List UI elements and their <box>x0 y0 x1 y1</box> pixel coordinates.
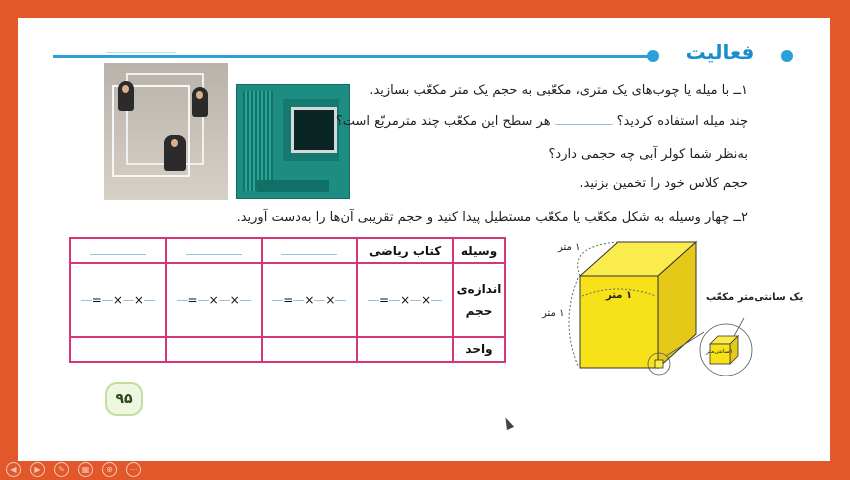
unit-cell[interactable] <box>70 337 166 362</box>
formula-cell[interactable]: = × × <box>70 263 166 336</box>
zoom-icon[interactable]: ⊕ <box>102 462 117 477</box>
row-label-size <box>453 263 505 336</box>
header-line <box>53 55 653 58</box>
formula-cell[interactable]: = × × <box>262 263 358 336</box>
activity1-line1: ۱ــ با میله یا چوب‌های یک متری، مکعّبی به حجم یک متر مکعّب بسازید. <box>369 83 748 98</box>
play-icon[interactable]: ▶ <box>30 462 45 477</box>
formula-cell[interactable]: = × × <box>166 263 262 336</box>
header-dot-left <box>647 50 659 62</box>
unit-cell[interactable] <box>166 337 262 362</box>
activity1-line2-b: هر سطح این مکعّب چند مترمربّع است؟ <box>335 114 551 129</box>
object-cell[interactable] <box>70 238 166 263</box>
header-dot-right <box>781 50 793 62</box>
table-row <box>70 263 505 336</box>
first-object-cell: کتاب ریاضی <box>357 238 453 263</box>
activity1-line2 <box>336 114 748 129</box>
table-row <box>70 337 505 362</box>
unit-cell[interactable] <box>262 337 358 362</box>
small-cube-label: یک سانتی‌متر مکعّب <box>706 292 804 303</box>
page-number: ۹۵ <box>105 382 143 416</box>
row-label-size-1: اندازه‌ی <box>456 281 502 296</box>
row-label-object: وسیله <box>453 238 505 263</box>
table-row <box>70 238 505 263</box>
unit-cell[interactable] <box>357 337 453 362</box>
water-cooler-image <box>236 84 350 199</box>
row-label-unit: واحد <box>453 337 505 362</box>
answer-blank <box>555 124 613 125</box>
grid-icon[interactable]: ▦ <box>78 462 93 477</box>
cube-face-label: ۱ متر <box>606 290 633 301</box>
row-label-size-2: حجم <box>465 303 493 318</box>
cube-top-label: ۱ متر <box>558 242 581 253</box>
more-icon[interactable]: ⋯ <box>126 462 141 477</box>
activity1-line3: به‌نظر شما کولر آبی چه حجمی دارد؟ <box>548 147 748 162</box>
students-cube-photo <box>104 63 228 200</box>
activity-title: فعالیت <box>685 40 755 64</box>
back-icon[interactable]: ◀ <box>6 462 21 477</box>
activity2-line1: ۲ــ چهار وسیله به شکل مکعّب یا مکعّب مستطیل پیدا کنید و حجم تقریبی آن‌ها را به‌دست آورید. <box>236 210 748 225</box>
pen-icon[interactable]: ✎ <box>54 462 69 477</box>
small-cube-inner-label: ۱سانتی‌متر <box>706 348 733 355</box>
cube-diagram <box>538 236 798 376</box>
activity1-line4: حجم کلاس خود را تخمین بزنید. <box>579 176 748 191</box>
textbook-page <box>18 18 830 461</box>
header-line-short <box>106 52 176 53</box>
object-cell[interactable] <box>166 238 262 263</box>
volume-table <box>69 237 506 363</box>
activity1-line2-a: چند میله استفاده کردید؟ <box>616 114 748 129</box>
formula-cell[interactable]: = × × <box>357 263 453 336</box>
cube-side-label: ۱ متر <box>542 308 565 319</box>
object-cell[interactable] <box>262 238 358 263</box>
